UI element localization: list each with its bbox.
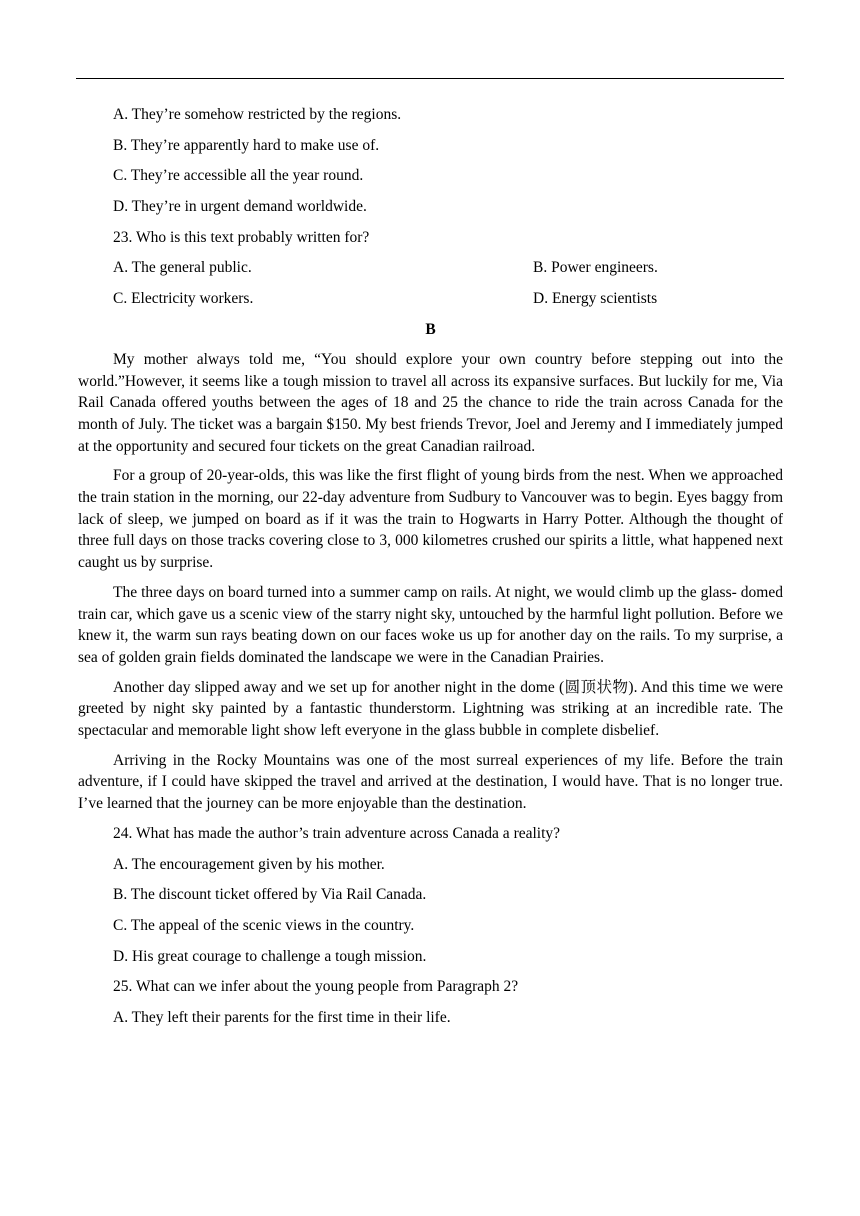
q23-question: 23. Who is this text probably written for? bbox=[113, 228, 370, 246]
q22-option-c: C. They’re accessible all the year round. bbox=[113, 167, 364, 185]
passage-paragraph-4: Another day slipped away and we set up for another night in the dome (圆顶状物). And this time we were greeted by night sky painted by a fantastic thunderstorm. Lightning was striking at an incredible rate. The spectacular and memorable light show left everyone in the glass bubble in complete disbelief. bbox=[78, 678, 783, 740]
q22-option-a: A. They’re somehow restricted by the regions. bbox=[113, 106, 402, 123]
q25-option-a: A. They left their parents for the first time in their life. bbox=[113, 1009, 451, 1026]
document-body bbox=[78, 104, 783, 1038]
passage-paragraph-1: My mother always told me, “You should explore your own country before stepping out into the world.”However, it seems like a tough mission to travel all across its expansive surfaces. But luckily for me, Via Rail Canada offered youths between the ages of 18 and 25 the chance to ride the train across Canada for the month of July. The ticket was a bargain $150. My best friends Trevor, Joel and Jeremy and I immediately jumped at the opportunity and secured four tickets on the great Canadian railroad. bbox=[78, 350, 783, 455]
q23-options-row-1 bbox=[78, 257, 783, 288]
q22-option-d: D. They’re in urgent demand worldwide. bbox=[113, 198, 367, 216]
q24-option-d: D. His great courage to challenge a tough mission. bbox=[113, 947, 427, 965]
q25-question: 25. What can we infer about the young people from Paragraph 2? bbox=[113, 978, 519, 996]
q24-option-c: C. The appeal of the scenic views in the country. bbox=[113, 916, 415, 934]
q23-option-c: C. Electricity workers. bbox=[113, 290, 254, 308]
q23-option-a: A. The general public. bbox=[113, 259, 252, 277]
q24-option-b: B. The discount ticket offered by Via Rail Canada. bbox=[113, 886, 427, 904]
q22-option-b: B. They’re apparently hard to make use of. bbox=[113, 136, 380, 154]
passage-paragraph-3: The three days on board turned into a summer camp on rails. At night, we would climb up the glass- domed train car, which gave us a scenic view of the starry night sky, untouched by the harmful light pollution. Before we knew it, the warm sun rays beating down on our faces woke us up for another day on the rails. To my surprise, a sea of golden grain fields dominated the landscape we were in the Canadian Prairies. bbox=[78, 583, 783, 666]
q23-options-row-2 bbox=[78, 288, 783, 319]
passage-paragraph-5: Arriving in the Rocky Mountains was one of the most surreal experiences of my life. Before the train adventure, if I could have skipped the travel and arrived at the destination, I would have. That is no longer true. I’ve learned that the journey can be more enjoyable than the destination. bbox=[78, 751, 783, 813]
section-heading: B bbox=[425, 320, 436, 338]
q24-option-a: A. The encouragement given by his mother. bbox=[113, 855, 385, 873]
q24-question: 24. What has made the author’s train adventure across Canada a reality? bbox=[113, 824, 561, 842]
header-rule bbox=[76, 78, 784, 79]
passage-paragraph-2: For a group of 20-year-olds, this was like the first flight of young birds from the nest. When we approached the train station in the morning, our 22-day adventure from Sudbury to Vancouver was to begin. Eyes baggy from lack of sleep, we jumped on board as if it was the train to Hogwarts in Harry Potter. Although the thought of three full days on those tracks covering close to 3, 000 kilometres crushed our spirits a little, what happened next caught us by surprise. bbox=[78, 467, 783, 572]
q23-option-b: B. Power engineers. bbox=[533, 259, 658, 277]
q23-option-d: D. Energy scientists bbox=[533, 290, 658, 308]
